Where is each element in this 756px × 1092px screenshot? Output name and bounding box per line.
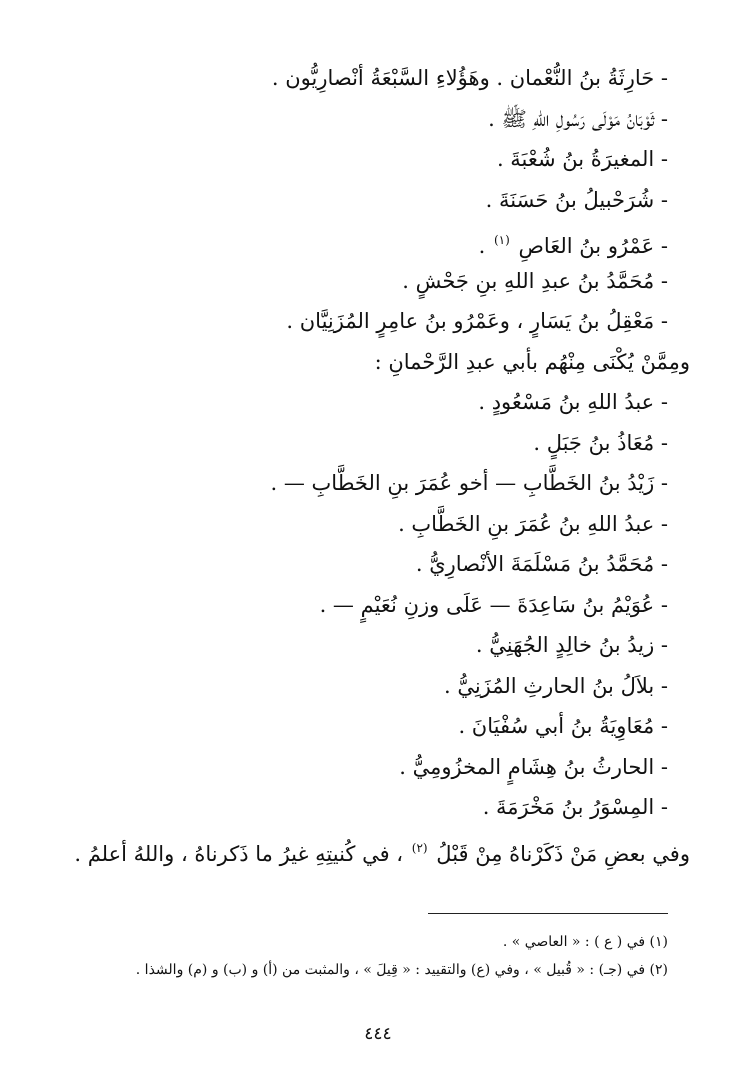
text-line: - زَيْدُ بنُ الخَطَّابِ — أخو عُمَرَ بنِ الخَطَّابِ — . <box>270 471 668 495</box>
text-line: - بلاَلُ بنُ الحارثِ المُزَنِيُّ . <box>443 673 668 698</box>
footnote: (٢) في (جـ) : « قُبيل » ، وفي (ع) والتقييد : « قِيلَ » ، والمثبت من (أ) و (ب) و (م) والشذا . <box>135 962 668 978</box>
text-line: - المِسْوَرُ بنُ مَخْرَمَةَ . <box>482 795 668 819</box>
text-line: - زيدُ بنُ خالِدٍ الجُهَنِيُّ . <box>475 633 668 657</box>
text-line: - مَعْقِلُ بنُ يَسَارٍ ، وعَمْرُو بنُ عامِرٍ المُزَنِيَّان . <box>286 309 668 333</box>
text-line: - ثَوْبَانُ مَوْلَى رَسُولِ اللهِ ﷺ . <box>488 106 668 131</box>
text-line: - شُرَحْبيلُ بنُ حَسَنَةَ . <box>485 187 668 212</box>
text-line: - مُعَاوِيَةُ بنُ أبي سُفْيَانَ . <box>458 714 668 738</box>
section-heading: ومِمَّنْ يُكْنَى مِنْهُم بأبي عبدِ الرَّحْمانِ : <box>374 349 690 374</box>
text-line: - حَارِثَةُ بنُ النُّعْمان . وهَؤُلاءِ السَّبْعَةُ أنْصارِيُّون . <box>271 66 668 90</box>
text-line: - مُحَمَّدُ بنُ مَسْلَمَةَ الأنْصارِيُّ . <box>415 552 668 576</box>
text-line: - عُوَيْمُ بنُ سَاعِدَةَ — عَلَى وزنِ نُعَيْمٍ — . <box>319 592 668 617</box>
page-number: ٤٤٤ <box>364 1024 392 1044</box>
text-line: - مُعَاذُ بنُ جَبَلٍ . <box>533 430 668 455</box>
line-text: وفي بعضِ مَنْ ذَكَرْناهُ مِنْ قَبْلُ <box>436 841 690 866</box>
text-line: - عبدُ اللهِ بنُ عُمَرَ بنِ الخَطَّابِ . <box>398 511 668 536</box>
line-tail: . <box>478 234 486 258</box>
text-line: - المغيرَةُ بنُ شُعْبَةَ . <box>496 147 668 171</box>
footnote: (١) في ( ع ) : « العاصي » . <box>502 934 668 950</box>
line-tail: ، في كُنيتِهِ غيرُ ما ذَكرناهُ ، واللهُ أعلمُ . <box>74 841 404 866</box>
footnote-separator <box>428 913 668 914</box>
text-line: - مُحَمَّدُ بنُ عبدِ اللهِ بنِ جَحْشٍ . <box>402 268 668 293</box>
footnote-ref[interactable]: (١) <box>493 233 510 247</box>
line-text: - عَمْرُو بنُ العَاصِ <box>518 234 668 258</box>
footnote-ref[interactable]: (٢) <box>411 840 428 855</box>
main-text <box>68 58 690 868</box>
text-line: - عبدُ اللهِ بنُ مَسْعُودٍ . <box>478 390 668 414</box>
closing-line <box>68 828 690 869</box>
text-line: - الحارثُ بنُ هِشَامٍ المخزُومِيُّ . <box>399 754 668 779</box>
footnotes <box>68 928 668 984</box>
text-line <box>68 220 668 261</box>
